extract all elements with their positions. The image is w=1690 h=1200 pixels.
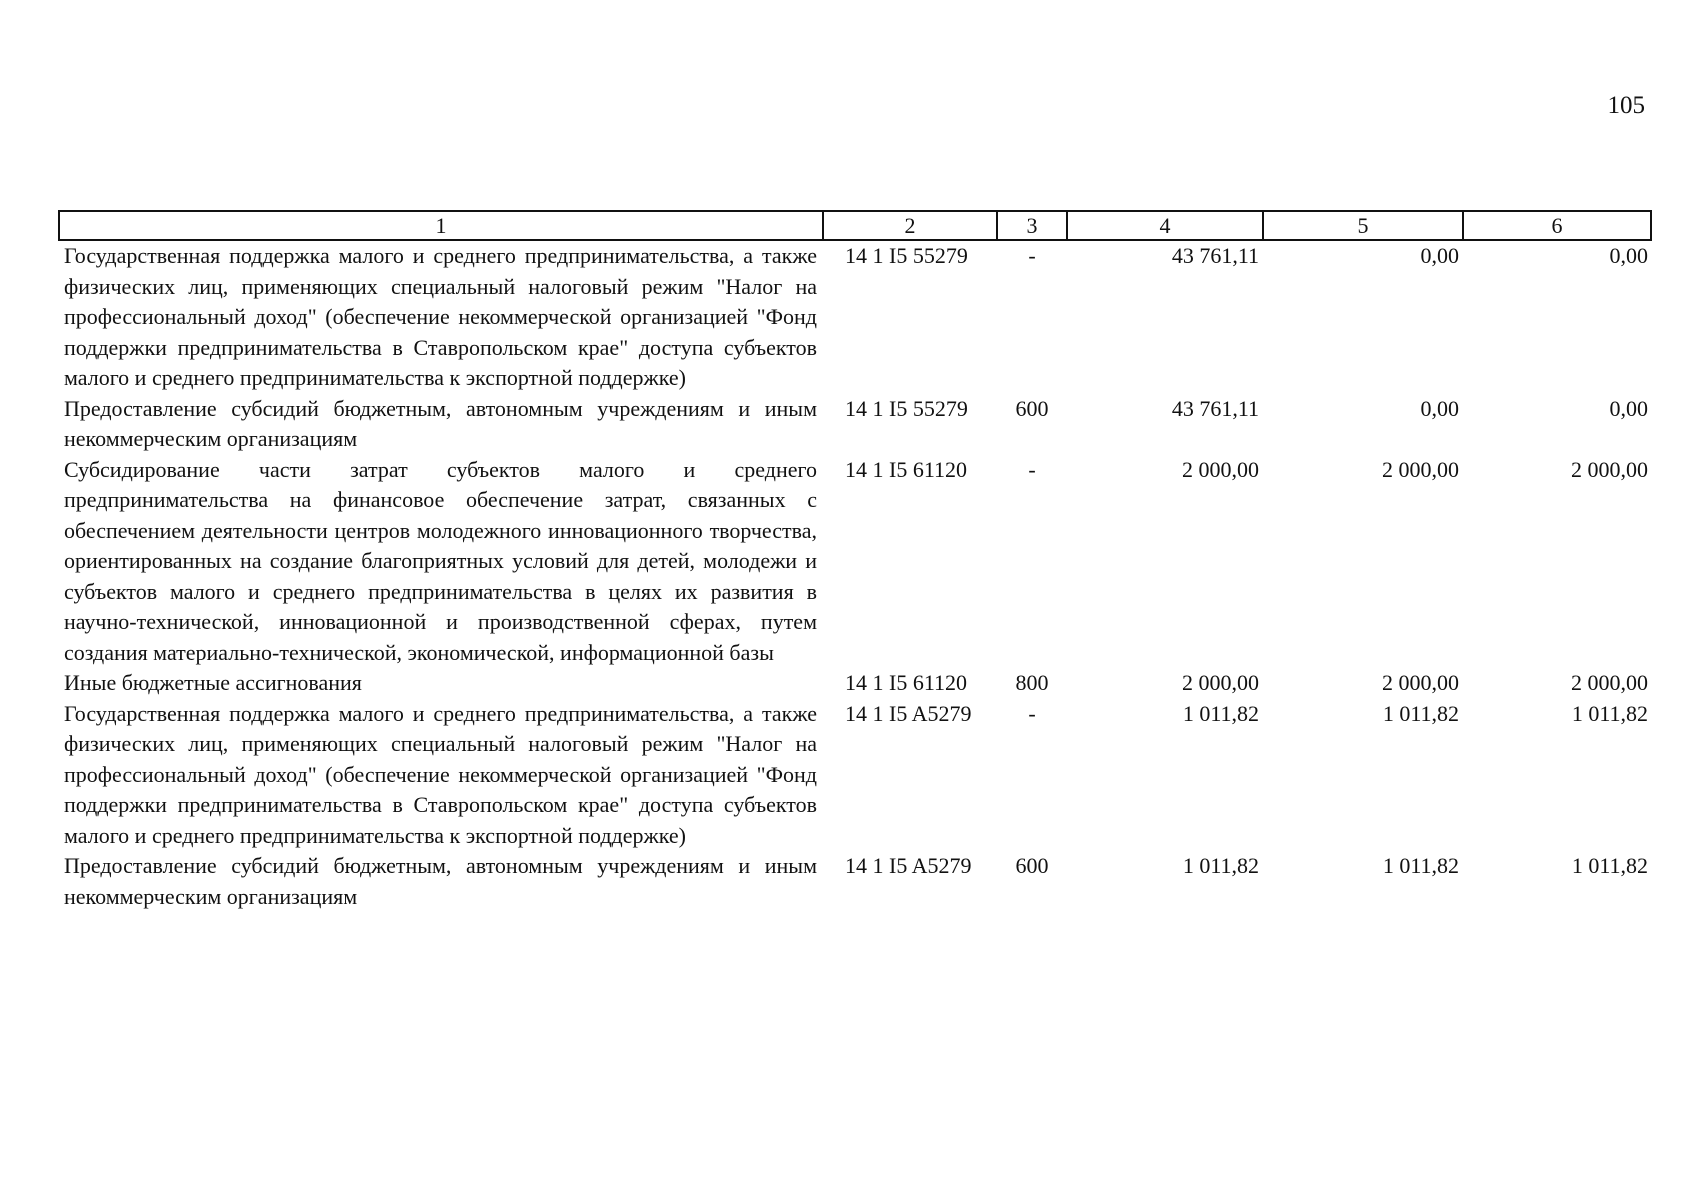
row-amount-col6: 0,00: [1609, 243, 1648, 268]
row-amount-col4: 2 000,00: [1182, 670, 1259, 695]
column-header-5: 5: [1263, 211, 1463, 240]
row-target-code: 14 1 I5 61120: [845, 456, 968, 482]
row-amount-col6: 1 011,82: [1571, 853, 1648, 878]
row-amount-col4: 1 011,82: [1182, 853, 1259, 878]
row-amount-col6: 0,00: [1609, 395, 1648, 421]
row-target-code: 14 1 I5 A5279: [845, 700, 972, 726]
table-row: [59, 240, 1651, 394]
table-row: [59, 455, 1651, 669]
row-description: Государственная поддержка малого и среднего предпринимательства, а также физических лиц, применяющих специальный налоговый режим "Налог на профессиональный доход" (обеспечение некоммерческой организацией "Фонд поддержки предпринимательства в Ставропольском крае" доступа субъектов малого и среднего предпринимательства к экспортной поддержке): [64, 700, 817, 848]
row-amount-col4: 43 761,11: [1171, 395, 1259, 421]
row-amount-col5: 1 011,82: [1382, 700, 1459, 726]
table-row: [59, 699, 1651, 852]
row-amount-col5: 2 000,00: [1382, 456, 1459, 482]
column-header-4: 4: [1067, 211, 1263, 240]
page-number: 105: [1607, 92, 1645, 119]
row-expense-type: -: [1028, 456, 1036, 482]
row-amount-col4: 2 000,00: [1182, 456, 1259, 482]
row-target-code: 14 1 I5 61120: [845, 670, 968, 695]
table-row: [59, 668, 1651, 699]
row-amount-col6: 2 000,00: [1571, 670, 1648, 695]
row-amount-col6: 2 000,00: [1571, 456, 1648, 482]
row-amount-col5: 1 011,82: [1382, 853, 1459, 878]
column-header-3: 3: [997, 211, 1067, 240]
row-description: Иные бюджетные ассигнования: [64, 670, 362, 695]
budget-table: [58, 210, 1652, 912]
row-description: Субсидирование части затрат субъектов малого и среднего предпринимательства на финансовое обеспечение затрат, связанных с обеспечением деятельности центров молодежного инновационного творчества, ориентированных на создание благоприятных условий для детей, молодежи и субъектов малого и среднего предпринимательства в целях их развития в научно-технической, инновационной и производственной сферах, путем создания материально-технической, экономической, информационной базы: [64, 456, 817, 665]
row-description: Государственная поддержка малого и среднего предпринимательства, а также физических лиц, применяющих специальный налоговый режим "Налог на профессиональный доход" (обеспечение некоммерческой организацией "Фонд поддержки предпринимательства в Ставропольском крае" доступа субъектов малого и среднего предпринимательства к экспортной поддержке): [64, 243, 817, 390]
row-description: Предоставление субсидий бюджетным, автономным учреждениям и иным некоммерческим организациям: [64, 853, 817, 909]
column-header-2: 2: [823, 211, 997, 240]
table-header-row: [59, 211, 1651, 240]
row-amount-col4: 1 011,82: [1182, 700, 1259, 726]
row-expense-type: 600: [1015, 395, 1049, 421]
row-expense-type: -: [1028, 700, 1036, 726]
row-expense-type: 800: [1015, 670, 1049, 695]
column-header-1: 1: [59, 211, 823, 240]
row-amount-col4: 43 761,11: [1171, 243, 1259, 268]
column-header-6: 6: [1463, 211, 1651, 240]
row-target-code: 14 1 I5 A5279: [845, 853, 972, 878]
row-description: Предоставление субсидий бюджетным, автономным учреждениям и иным некоммерческим организациям: [64, 395, 817, 451]
row-expense-type: -: [1028, 243, 1036, 268]
row-amount-col5: 0,00: [1420, 243, 1459, 268]
row-target-code: 14 1 I5 55279: [845, 243, 968, 268]
row-target-code: 14 1 I5 55279: [845, 395, 968, 421]
table-row: [59, 394, 1651, 455]
table-row: [59, 851, 1651, 912]
row-amount-col6: 1 011,82: [1571, 700, 1648, 726]
row-amount-col5: 2 000,00: [1382, 670, 1459, 695]
row-expense-type: 600: [1015, 853, 1049, 878]
row-amount-col5: 0,00: [1420, 395, 1459, 421]
